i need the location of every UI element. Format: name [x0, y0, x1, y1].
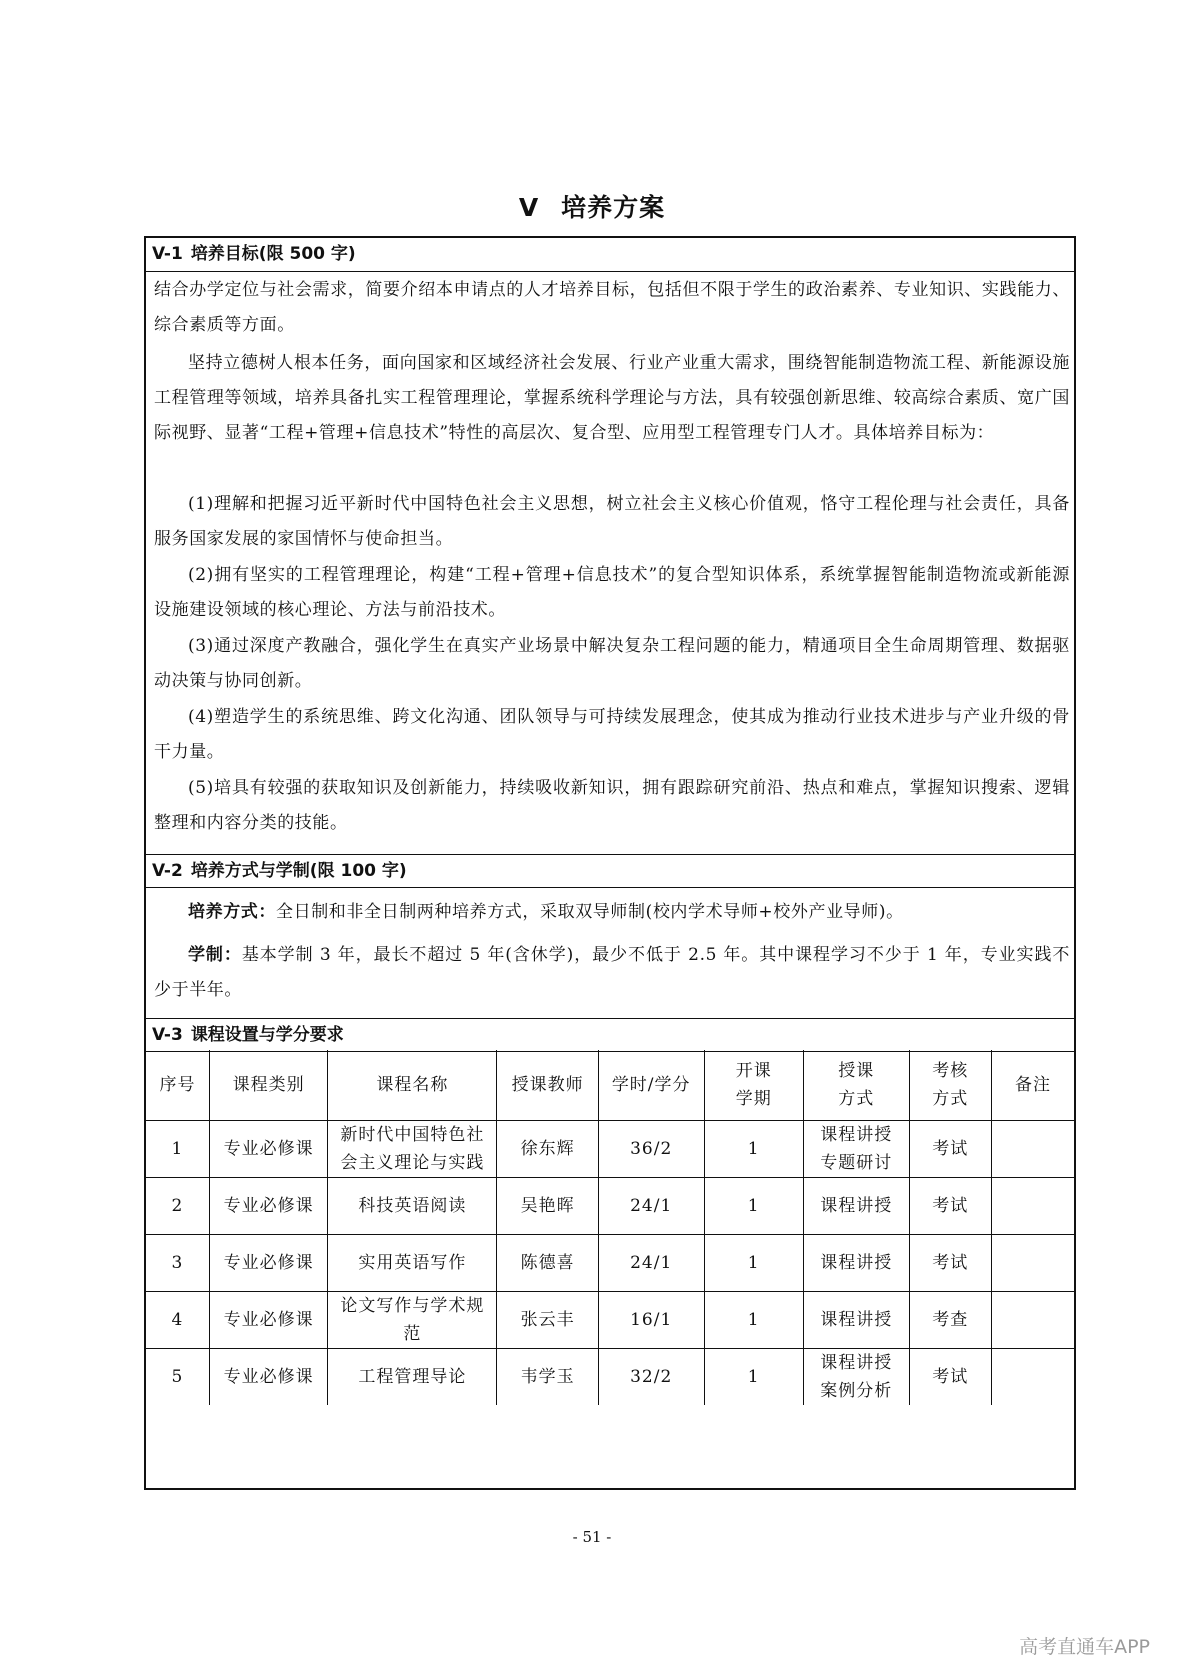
table-cell: 专业必修课: [209, 1178, 327, 1235]
training-mode: [154, 895, 1070, 930]
table-cell: 16/1: [598, 1292, 704, 1349]
program-length-text: 基本学制 3 年，最长不超过 5 年(含休学)，最少不低于 2.5 年。其中课程学习不少于 1 年，专业实践不少于半年。: [154, 945, 1070, 1000]
header-cell: 备注: [992, 1050, 1075, 1121]
table-cell: 1: [704, 1235, 803, 1292]
header-cell: 考核 方式: [909, 1050, 991, 1121]
table-cell: 5: [146, 1349, 209, 1406]
table-cell: 考试: [909, 1121, 991, 1178]
goal-5: (5)培具有较强的获取知识及创新能力，持续吸收新知识，拥有跟踪研究前沿、热点和难点，掌握知识搜索、逻辑整理和内容分类的技能。: [154, 778, 1070, 833]
program-length-label: 学制：: [188, 945, 242, 965]
course-table-header: [146, 1050, 1074, 1121]
table-cell: 专业必修课: [209, 1235, 327, 1292]
section-1-prompt: 结合办学定位与社会需求，简要介绍本申请点的人才培养目标，包括但不限于学生的政治素养、专业知识、实践能力、综合素质等方面。: [154, 280, 1070, 335]
header-cell: 授课教师: [497, 1050, 598, 1121]
table-cell: 论文写作与学术规范: [328, 1292, 497, 1349]
program-length: [154, 938, 1070, 1008]
section-1-code: V-1: [152, 244, 183, 264]
table-cell: [992, 1235, 1075, 1292]
table-cell: 24/1: [598, 1178, 704, 1235]
table-cell: 专业必修课: [209, 1349, 327, 1406]
section-3-header: [146, 1018, 1074, 1052]
section-2-header: [146, 854, 1074, 888]
table-cell: 徐东辉: [497, 1121, 598, 1178]
goal-4: (4)塑造学生的系统思维、跨文化沟通、团队领导与可持续发展理念，使其成为推动行业技术进步与产业升级的骨干力量。: [154, 707, 1070, 762]
table-row: [146, 1178, 1074, 1235]
table-cell: 陈德喜: [497, 1235, 598, 1292]
table-row: [146, 1292, 1074, 1349]
table-cell: 课程讲授: [803, 1235, 909, 1292]
header-cell: 课程类别: [209, 1050, 327, 1121]
table-cell: 1: [146, 1121, 209, 1178]
table-cell: 4: [146, 1292, 209, 1349]
table-cell: 24/1: [598, 1235, 704, 1292]
header-cell: 授课 方式: [803, 1050, 909, 1121]
page-title-text: 培养方案: [561, 193, 666, 222]
table-cell: 实用英语写作: [328, 1235, 497, 1292]
header-cell: 学时/学分: [598, 1050, 704, 1121]
section-3-code: V-3: [152, 1025, 183, 1045]
page-title-roman: V: [518, 193, 540, 222]
table-cell: 张云丰: [497, 1292, 598, 1349]
table-cell: 32/2: [598, 1349, 704, 1406]
table-cell: 1: [704, 1178, 803, 1235]
table-cell: 1: [704, 1292, 803, 1349]
header-cell: 课程名称: [328, 1050, 497, 1121]
goal-2: (2)拥有坚实的工程管理理论，构建“工程+管理+信息技术”的复合型知识体系，系统掌握智能制造物流或新能源设施建设领域的核心理论、方法与前沿技术。: [154, 565, 1070, 620]
table-cell: 工程管理导论: [328, 1349, 497, 1406]
table-cell: 课程讲授 案例分析: [803, 1349, 909, 1406]
table-cell: 考查: [909, 1292, 991, 1349]
section-1-header: [146, 238, 1074, 272]
header-cell: 开课 学期: [704, 1050, 803, 1121]
table-cell: [992, 1292, 1075, 1349]
table-cell: 专业必修课: [209, 1292, 327, 1349]
section-3-title: 课程设置与学分要求: [190, 1025, 344, 1045]
table-cell: 1: [704, 1349, 803, 1406]
table-cell: 考试: [909, 1178, 991, 1235]
training-mode-text: 全日制和非全日制两种培养方式，采取双导师制(校内学术导师+校外产业导师)。: [276, 902, 904, 922]
section-2-code: V-2: [152, 861, 183, 881]
table-cell: 课程讲授: [803, 1292, 909, 1349]
table-cell: 专业必修课: [209, 1121, 327, 1178]
course-table: [146, 1050, 1074, 1405]
watermark: 高考直通车APP: [1019, 1636, 1150, 1658]
table-cell: 科技英语阅读: [328, 1178, 497, 1235]
table-row: [146, 1121, 1074, 1178]
table-cell: [992, 1349, 1075, 1406]
section-2-title: 培养方式与学制(限 100 字): [190, 861, 407, 881]
table-cell: 课程讲授 专题研讨: [803, 1121, 909, 1178]
table-cell: 考试: [909, 1235, 991, 1292]
page-number: - 51 -: [572, 1528, 612, 1546]
table-cell: 新时代中国特色社会主义理论与实践: [328, 1121, 497, 1178]
table-row: [146, 1235, 1074, 1292]
training-mode-label: 培养方式：: [188, 902, 276, 922]
goal-1: (1)理解和把握习近平新时代中国特色社会主义思想，树立社会主义核心价值观，恪守工程伦理与社会责任，具备服务国家发展的家国情怀与使命担当。: [154, 494, 1070, 549]
table-cell: [992, 1178, 1075, 1235]
table-cell: 韦学玉: [497, 1349, 598, 1406]
table-cell: 考试: [909, 1349, 991, 1406]
table-cell: [992, 1121, 1075, 1178]
form-table: [144, 236, 1076, 1490]
table-cell: 2: [146, 1178, 209, 1235]
page-title: [0, 188, 1184, 224]
section-1-intro: 坚持立德树人根本任务，面向国家和区域经济社会发展、行业产业重大需求，围绕智能制造物流工程、新能源设施工程管理等领域，培养具备扎实工程管理理论，掌握系统科学理论与方法，具有较强创新思维、较高综合素质、宽广国际视野、显著“工程+管理+信息技术”特性的高层次、复合型、应用型工程管理专门人才。具体培养目标为：: [154, 353, 1070, 443]
table-cell: 1: [704, 1121, 803, 1178]
table-cell: 36/2: [598, 1121, 704, 1178]
goal-3: (3)通过深度产教融合，强化学生在真实产业场景中解决复杂工程问题的能力，精通项目全生命周期管理、数据驱动决策与协同创新。: [154, 636, 1070, 691]
table-cell: 吴艳晖: [497, 1178, 598, 1235]
table-cell: 课程讲授: [803, 1178, 909, 1235]
header-cell: 序号: [146, 1050, 209, 1121]
table-cell: 3: [146, 1235, 209, 1292]
section-1-title: 培养目标(限 500 字): [190, 244, 356, 264]
table-row: [146, 1349, 1074, 1406]
